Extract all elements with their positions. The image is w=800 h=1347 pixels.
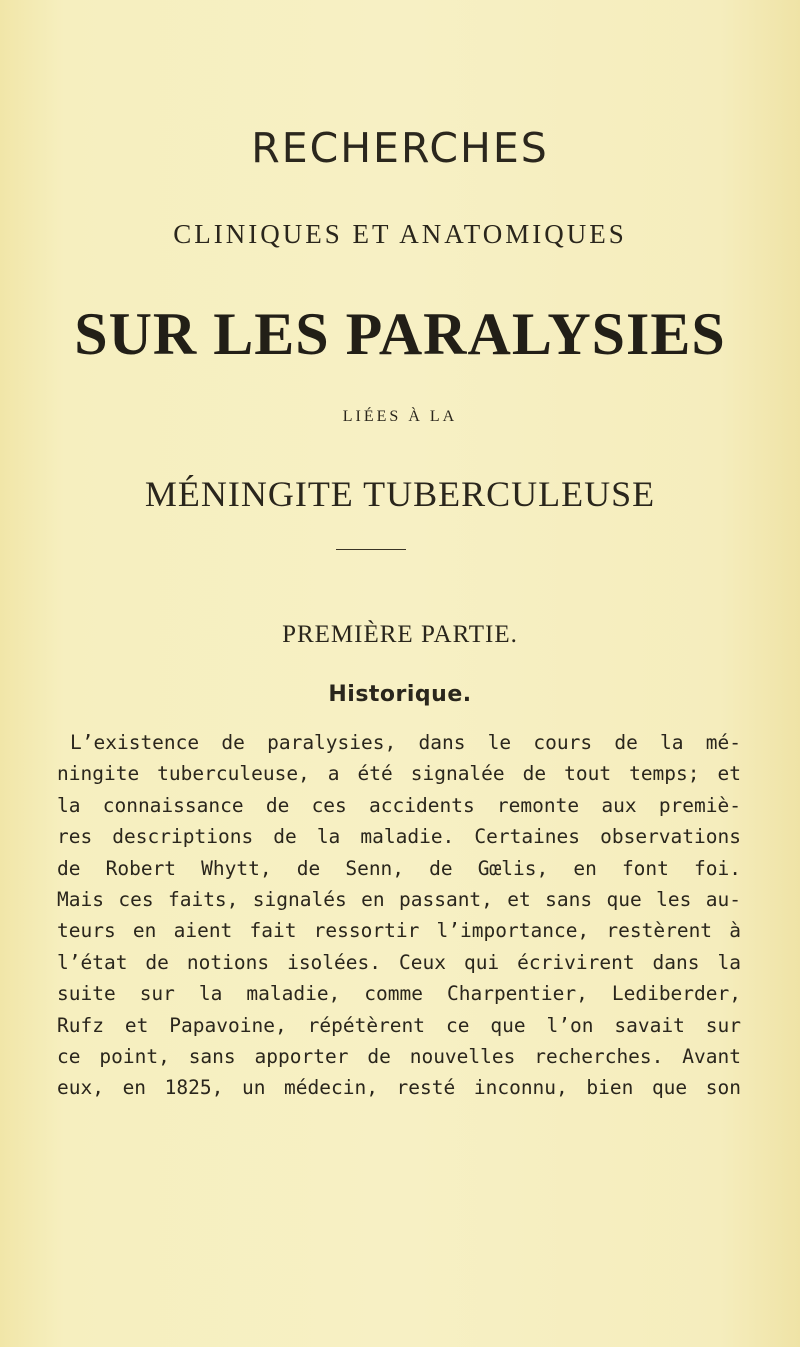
text-line: res descriptions de la maladie. Certaines observations — [57, 825, 741, 849]
title-sur-les-paralysies: SUR LES PARALYSIES — [74, 301, 726, 367]
part-heading: PREMIÈRE PARTIE. — [282, 621, 518, 648]
text-line: teurs en aient fait ressortir l’importance, restèrent à — [57, 919, 741, 943]
text-line: Rufz et Papavoine, répétèrent ce que l’on savait sur — [57, 1013, 741, 1037]
title-meningite-tuberculeuse: MÉNINGITE TUBERCULEUSE — [144, 474, 656, 514]
body-paragraph — [57, 727, 741, 1104]
text-line: eux, en 1825, un médecin, resté inconnu, bien que son — [57, 1076, 741, 1100]
text-line: Mais ces faits, signalés en passant, et sans que les au- — [57, 888, 741, 912]
text-line: suite sur la maladie, comme Charpentier, Lediberder, — [57, 982, 741, 1006]
text-line: l’état de notions isolées. Ceux qui écrivirent dans la — [57, 950, 741, 974]
divider-rule — [336, 549, 406, 550]
text-line: ce point, sans apporter de nouvelles recherches. Avant — [57, 1045, 741, 1069]
text-line: L’existence de paralysies, dans le cours de la mé- — [70, 731, 741, 754]
title-recherches: RECHERCHES — [251, 124, 549, 172]
section-heading: Historique. — [328, 682, 472, 707]
text-line: la connaissance de ces accidents remonte aux premiè- — [57, 793, 741, 817]
title-cliniques-anatomiques: CLINIQUES ET ANATOMIQUES — [173, 219, 627, 249]
text-line: ningite tuberculeuse, a été signalée de tout temps; et — [57, 762, 741, 786]
text-line: de Robert Whytt, de Senn, de Gœlis, en font foi. — [57, 856, 741, 880]
title-liees-a-la: LIÉES À LA — [342, 408, 458, 425]
